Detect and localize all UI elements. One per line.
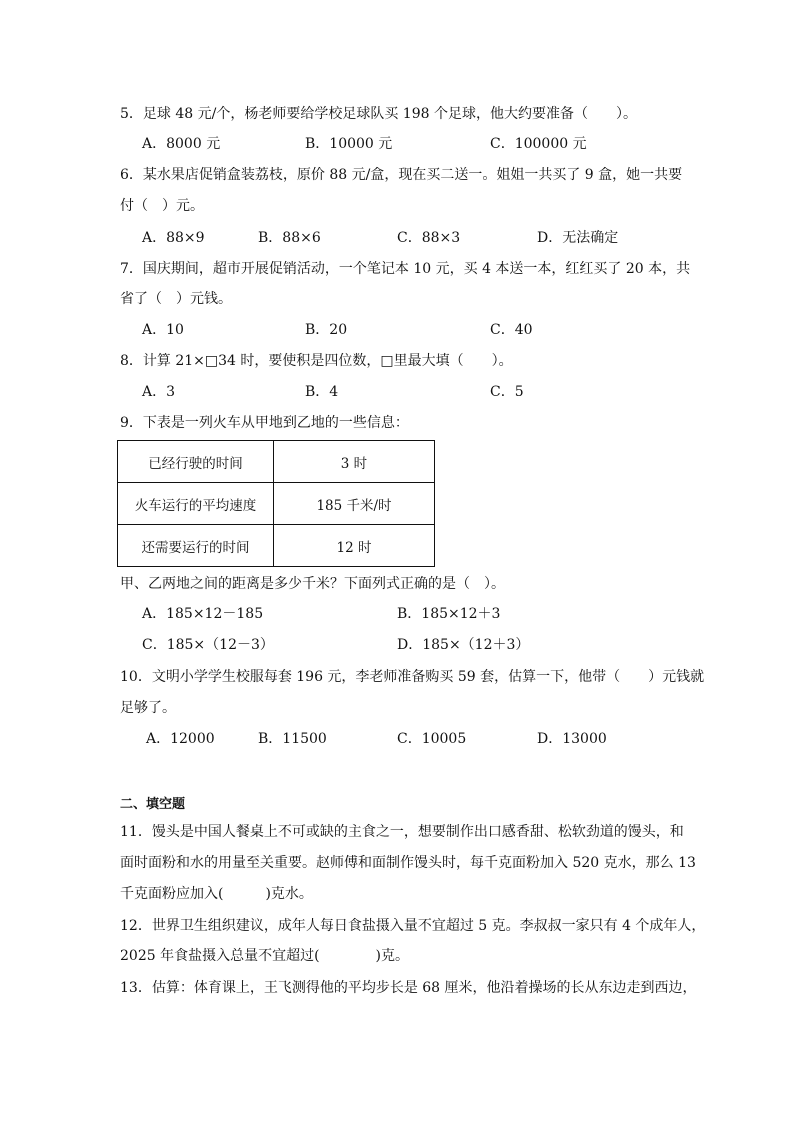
table-cell-value: 185 千米/时: [274, 483, 435, 525]
question-8: 8．计算 21×□34 时，要使积是四位数，□里最大填（ ）。: [120, 353, 513, 369]
q7-option-c: C．40: [490, 322, 533, 338]
question-10-line-2: 足够了。: [120, 700, 176, 716]
q8-option-c: C．5: [490, 384, 524, 400]
question-7-line-1: 7．国庆期间，超市开展促销活动，一个笔记本 10 元，买 4 本送一本，红红买了 20 本，共: [120, 261, 691, 277]
q9-option-d: D．185×（12＋3）: [397, 637, 530, 653]
table-cell-value: 12 时: [274, 525, 435, 567]
q5-option-c: C．100000 元: [490, 136, 587, 152]
table-row: [118, 483, 435, 525]
question-13-line-1: 13．估算：体育课上，王飞测得他的平均步长是 68 厘米，他沿着操场的长从东边走到西边，: [120, 980, 697, 996]
q10-option-a: A．12000: [146, 731, 215, 747]
q10-option-c: C．10005: [397, 731, 467, 747]
question-9-prompt: 甲、乙两地之间的距离是多少千米？下面列式正确的是（ ）。: [120, 576, 505, 592]
section-title-fill-in: 二、填空题: [120, 797, 186, 812]
q5-option-a: A．8000 元: [142, 136, 221, 152]
q6-option-d: D．无法确定: [537, 230, 619, 246]
question-7-line-2: 省了（ ）元钱。: [120, 291, 232, 307]
q9-option-a: A．185×12－185: [142, 606, 264, 622]
table-cell-value: 3 时: [274, 441, 435, 483]
q7-option-a: A．10: [142, 322, 184, 338]
q8-option-a: A．3: [142, 384, 176, 400]
table-cell-label: 还需要运行的时间: [118, 525, 274, 567]
question-9: 9．下表是一列火车从甲地到乙地的一些信息：: [120, 415, 409, 431]
question-6-line-1: 6．某水果店促销盒装荔枝，原价 88 元/盒，现在买二送一。姐姐一共买了 9 盒，她一共要: [120, 167, 683, 183]
q10-option-d: D．13000: [537, 731, 607, 747]
question-12-line-1: 12．世界卫生组织建议，成年人每日食盐摄入量不宜超过 5 克。李叔叔一家只有 4 个成年人，: [120, 918, 706, 934]
q10-option-b: B．11500: [258, 731, 327, 747]
question-10-line-1: 10．文明小学学生校服每套 196 元，李老师准备购买 59 套，估算一下，他带（ ）元钱就: [120, 669, 705, 685]
table-cell-label: 火车运行的平均速度: [118, 483, 274, 525]
q7-option-b: B．20: [305, 322, 348, 338]
q8-option-b: B．4: [305, 384, 339, 400]
table-row: [118, 441, 435, 483]
q9-option-b: B．185×12＋3: [397, 606, 501, 622]
question-5: 5．足球 48 元/个，杨老师要给学校足球队买 198 个足球，他大约要准备（ ）。: [120, 106, 637, 122]
q9-option-c: C．185×（12－3）: [142, 637, 274, 653]
q6-option-c: C．88×3: [397, 230, 461, 246]
q5-option-b: B．10000 元: [305, 136, 393, 152]
q6-option-b: B．88×6: [258, 230, 321, 246]
question-11-line-2: 面时面粉和水的用量至关重要。赵师傅和面制作馒头时，每千克面粉加入 520 克水，那么 13: [120, 855, 696, 871]
question-11-line-3: 千克面粉应加入( )克水。: [120, 886, 313, 902]
table-cell-label: 已经行驶的时间: [118, 441, 274, 483]
question-12-line-2: 2025 年食盐摄入总量不宜超过( )克。: [120, 948, 410, 964]
q6-option-a: A．88×9: [142, 230, 205, 246]
question-6-line-2: 付（ ）元。: [120, 198, 204, 214]
train-info-table: [117, 440, 435, 567]
table-row: [118, 525, 435, 567]
question-11-line-1: 11．馒头是中国人餐桌上不可或缺的主食之一，想要制作出口感香甜、松软劲道的馒头，和: [120, 824, 684, 840]
